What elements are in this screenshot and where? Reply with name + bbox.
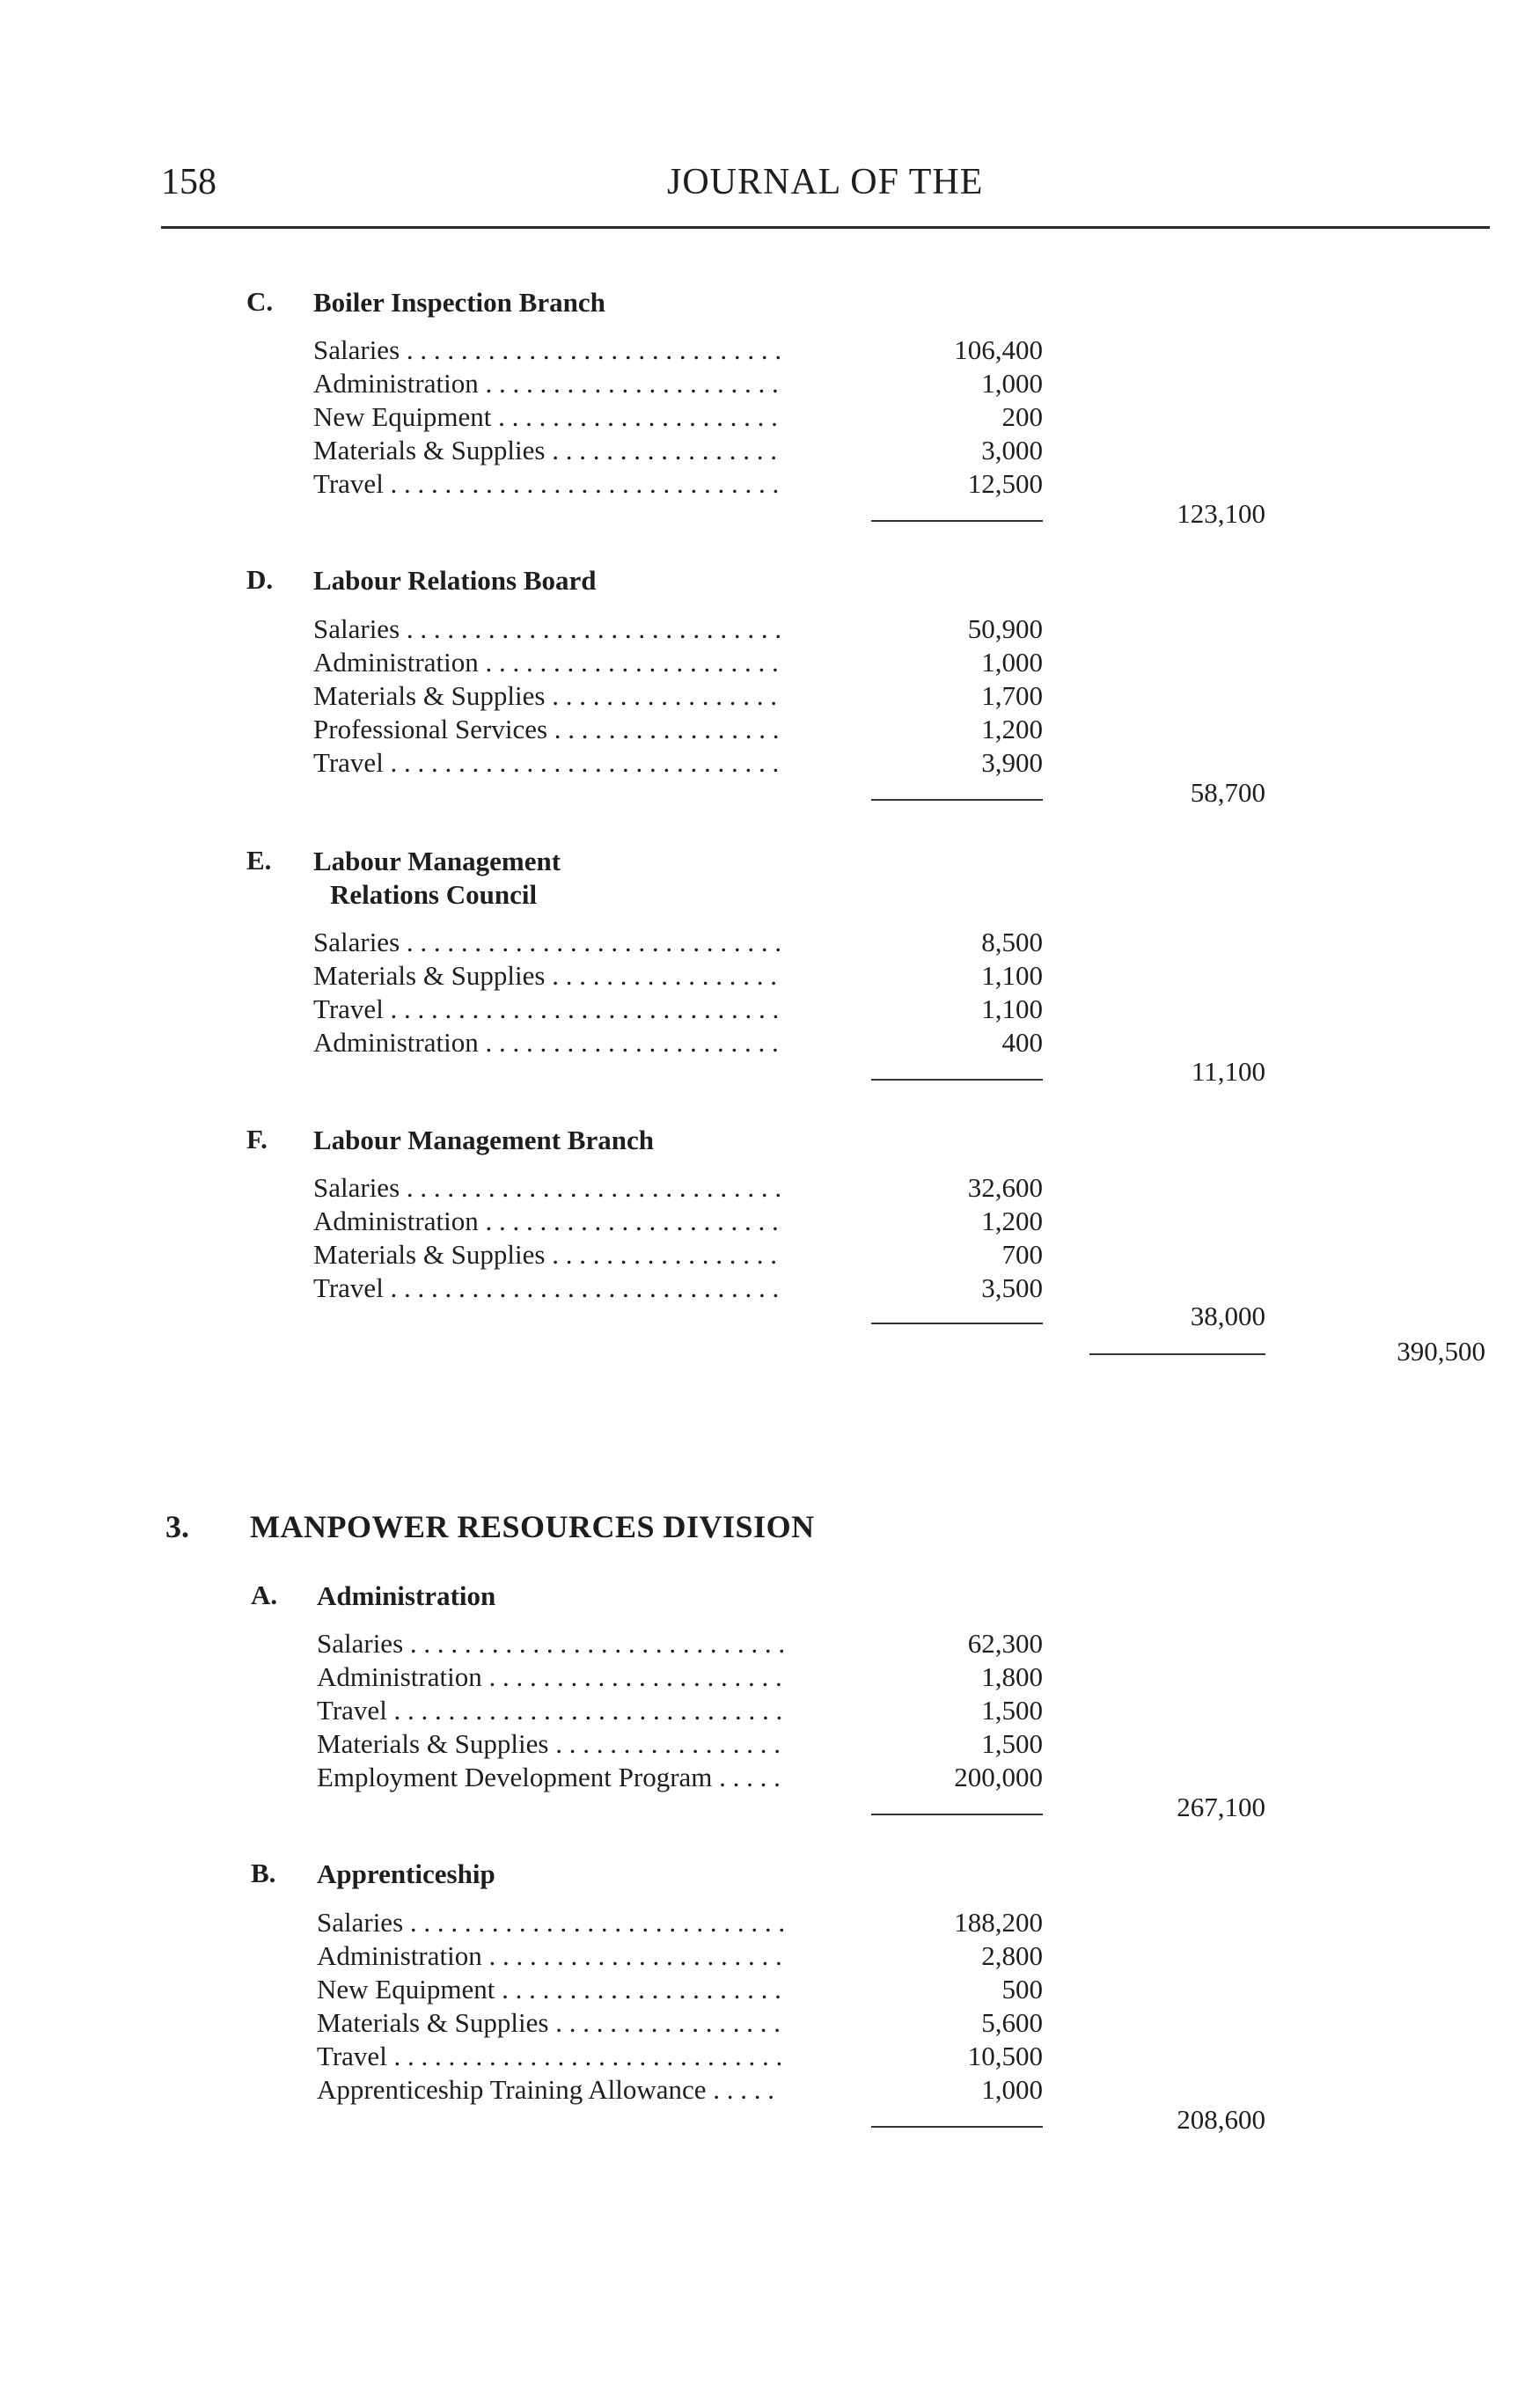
- line-item-amount: 400: [1001, 1027, 1043, 1058]
- line-item-amount: 10,500: [967, 2041, 1043, 2071]
- line-item: [0, 1172, 1540, 1206]
- line-item: [0, 2041, 1540, 2074]
- line-item: [0, 1206, 1540, 1239]
- running-head: JOURNAL OF THE: [667, 162, 984, 202]
- line-item: [0, 1695, 1540, 1728]
- line-item-amount: 5,600: [981, 2007, 1043, 2038]
- line-item: [0, 1907, 1540, 1940]
- line-item-amount: 3,500: [981, 1272, 1043, 1303]
- line-item: [0, 1272, 1540, 1306]
- line-item-amount: 1,100: [981, 960, 1043, 991]
- line-item-label: Administration . . . . . . . . . . . . . . . . . . . . . .: [317, 1940, 782, 1971]
- section-subtotal: 208,600: [1177, 2104, 1265, 2135]
- line-item-amount: 1,700: [981, 680, 1043, 711]
- line-item-label: Apprenticeship Training Allowance . . . . .: [317, 2074, 775, 2105]
- line-item: [0, 927, 1540, 960]
- line-item: [0, 435, 1540, 468]
- section-title: Relations Council: [330, 879, 538, 910]
- section-title: Apprenticeship: [317, 1858, 495, 1889]
- section-title: Labour Management: [313, 846, 561, 876]
- line-item-amount: 3,900: [981, 747, 1043, 778]
- line-item-label: Materials & Supplies . . . . . . . . . . . . . . . . .: [313, 680, 777, 711]
- line-item: [0, 2074, 1540, 2107]
- line-item-amount: 200: [1001, 401, 1043, 432]
- line-item-amount: 8,500: [981, 927, 1043, 957]
- section-subtotal: 58,700: [1190, 777, 1265, 808]
- line-item-label: Travel . . . . . . . . . . . . . . . . . . . . . . . . . . . . .: [313, 993, 780, 1024]
- line-item: [0, 368, 1540, 401]
- section-title: Boiler Inspection Branch: [313, 287, 605, 318]
- line-item: [0, 1974, 1540, 2007]
- section-title: Labour Management Branch: [313, 1125, 654, 1155]
- line-item-label: Materials & Supplies . . . . . . . . . . . . . . . . .: [313, 960, 777, 991]
- division-total-rule: [1089, 1353, 1265, 1355]
- subtotal-rule: [871, 520, 1043, 522]
- line-item-amount: 62,300: [967, 1628, 1043, 1659]
- line-item: [0, 2007, 1540, 2041]
- line-item-label: Travel . . . . . . . . . . . . . . . . . . . . . . . . . . . . .: [313, 1272, 780, 1303]
- line-item-label: Salaries . . . . . . . . . . . . . . . . . . . . . . . . . . . .: [313, 927, 782, 957]
- section-letter: A.: [251, 1579, 278, 1610]
- line-item: [0, 647, 1540, 680]
- line-item: [0, 1027, 1540, 1060]
- line-item-label: Travel . . . . . . . . . . . . . . . . . . . . . . . . . . . . .: [313, 747, 780, 778]
- page-number: 158: [161, 162, 216, 202]
- section-letter: E.: [246, 845, 272, 876]
- section-subtotal: 11,100: [1191, 1056, 1265, 1087]
- line-item-label: Administration . . . . . . . . . . . . . . . . . . . . . .: [317, 1661, 782, 1692]
- line-item: [0, 334, 1540, 368]
- line-item: [0, 993, 1540, 1027]
- line-item-amount: 700: [1001, 1239, 1043, 1270]
- section-subtotal: 267,100: [1177, 1792, 1265, 1822]
- subtotal-rule: [871, 1079, 1043, 1081]
- section-subtotal: 38,000: [1190, 1301, 1265, 1331]
- line-item-amount: 1,000: [981, 2074, 1043, 2105]
- line-item-label: Materials & Supplies . . . . . . . . . . . . . . . . .: [317, 2007, 781, 2038]
- line-item: [0, 1239, 1540, 1272]
- line-item-label: Salaries . . . . . . . . . . . . . . . . . . . . . . . . . . . .: [313, 1172, 782, 1203]
- line-item: [0, 1762, 1540, 1795]
- line-item-amount: 500: [1001, 1974, 1043, 2005]
- line-item-amount: 1,200: [981, 1206, 1043, 1236]
- line-item: [0, 1728, 1540, 1762]
- line-item-label: Professional Services . . . . . . . . . . . . . . . . .: [313, 714, 780, 744]
- line-item-amount: 50,900: [967, 613, 1043, 644]
- section-title: Labour Relations Board: [313, 565, 597, 596]
- line-item-label: Employment Development Program . . . . .: [317, 1762, 781, 1792]
- section-subtotal: 123,100: [1177, 498, 1265, 529]
- section-letter: F.: [246, 1124, 268, 1154]
- line-item-label: New Equipment . . . . . . . . . . . . . . . . . . . . .: [317, 1974, 781, 2005]
- header-rule: [161, 226, 1490, 229]
- line-item-amount: 1,200: [981, 714, 1043, 744]
- line-item: [0, 960, 1540, 993]
- line-item-label: Salaries . . . . . . . . . . . . . . . . . . . . . . . . . . . .: [317, 1628, 786, 1659]
- subtotal-rule: [871, 1323, 1043, 1324]
- line-item-amount: 200,000: [954, 1762, 1043, 1792]
- line-item: [0, 1940, 1540, 1974]
- section-letter: B.: [251, 1858, 276, 1888]
- line-item-label: Salaries . . . . . . . . . . . . . . . . . . . . . . . . . . . .: [313, 334, 782, 365]
- line-item-label: Travel . . . . . . . . . . . . . . . . . . . . . . . . . . . . .: [317, 1695, 783, 1726]
- subtotal-rule: [871, 1814, 1043, 1815]
- line-item: [0, 747, 1540, 781]
- line-item-amount: 1,500: [981, 1695, 1043, 1726]
- line-item-label: Travel . . . . . . . . . . . . . . . . . . . . . . . . . . . . .: [317, 2041, 783, 2071]
- line-item-amount: 106,400: [954, 334, 1043, 365]
- subtotal-rule: [871, 2126, 1043, 2128]
- line-item: [0, 401, 1540, 435]
- line-item-label: Administration . . . . . . . . . . . . . . . . . . . . . .: [313, 1027, 779, 1058]
- line-item-amount: 12,500: [967, 468, 1043, 499]
- line-item: [0, 468, 1540, 502]
- line-item-label: Administration . . . . . . . . . . . . . . . . . . . . . .: [313, 647, 779, 678]
- line-item: [0, 1661, 1540, 1695]
- division-number: 3.: [165, 1509, 189, 1544]
- line-item: [0, 1628, 1540, 1661]
- line-item-label: Salaries . . . . . . . . . . . . . . . . . . . . . . . . . . . .: [317, 1907, 786, 1938]
- line-item-amount: 1,500: [981, 1728, 1043, 1759]
- subtotal-rule: [871, 799, 1043, 801]
- line-item-label: Materials & Supplies . . . . . . . . . . . . . . . . .: [317, 1728, 781, 1759]
- line-item: [0, 714, 1540, 747]
- line-item: [0, 613, 1540, 647]
- line-item: [0, 680, 1540, 714]
- line-item-amount: 1,100: [981, 993, 1043, 1024]
- line-item-amount: 1,000: [981, 368, 1043, 399]
- line-item-amount: 2,800: [981, 1940, 1043, 1971]
- section-letter: C.: [246, 286, 274, 317]
- line-item-label: Materials & Supplies . . . . . . . . . . . . . . . . .: [313, 435, 777, 465]
- line-item-label: Administration . . . . . . . . . . . . . . . . . . . . . .: [313, 1206, 779, 1236]
- line-item-label: New Equipment . . . . . . . . . . . . . . . . . . . . .: [313, 401, 778, 432]
- line-item-amount: 3,000: [981, 435, 1043, 465]
- line-item-label: Travel . . . . . . . . . . . . . . . . . . . . . . . . . . . . .: [313, 468, 780, 499]
- line-item-amount: 188,200: [954, 1907, 1043, 1938]
- line-item-label: Administration . . . . . . . . . . . . . . . . . . . . . .: [313, 368, 779, 399]
- section-title: Administration: [317, 1580, 496, 1611]
- line-item-amount: 1,800: [981, 1661, 1043, 1692]
- line-item-amount: 1,000: [981, 647, 1043, 678]
- line-item-amount: 32,600: [967, 1172, 1043, 1203]
- division-title: MANPOWER RESOURCES DIVISION: [250, 1509, 815, 1544]
- line-item-label: Materials & Supplies . . . . . . . . . . . . . . . . .: [313, 1239, 777, 1270]
- line-item-label: Salaries . . . . . . . . . . . . . . . . . . . . . . . . . . . .: [313, 613, 782, 644]
- section-letter: D.: [246, 564, 274, 595]
- division-total: 390,500: [1397, 1336, 1485, 1367]
